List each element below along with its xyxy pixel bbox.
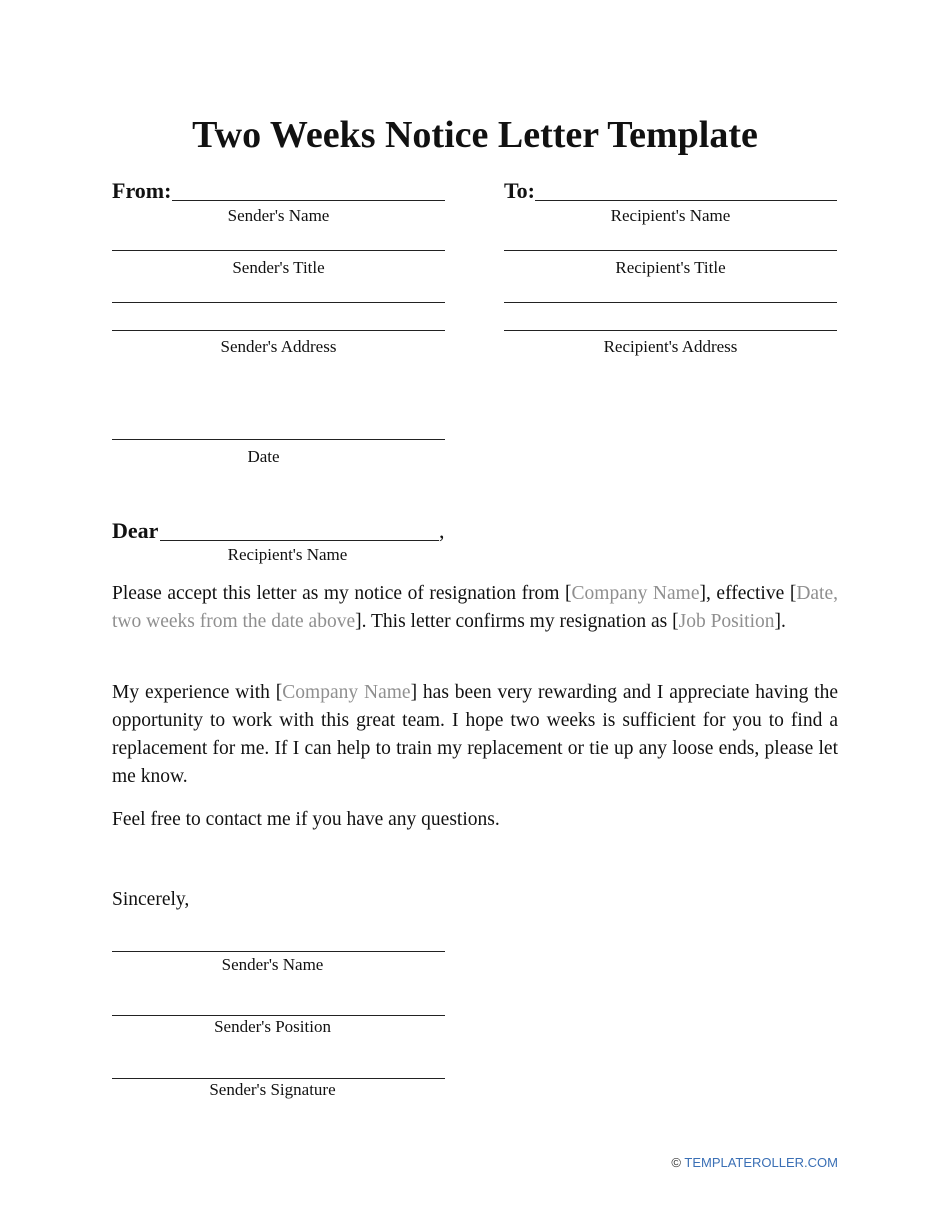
- recipient-title-caption: Recipient's Title: [615, 258, 726, 277]
- signature-name-field[interactable]: [112, 951, 445, 952]
- paragraph-contact: Feel free to contact me if you have any questions.: [112, 809, 500, 830]
- company-name-placeholder[interactable]: Company Name: [282, 682, 411, 703]
- date-field[interactable]: [112, 439, 445, 440]
- recipient-address-caption: Recipient's Address: [603, 337, 738, 356]
- to-label: To:: [504, 178, 535, 203]
- dear-label: Dear: [112, 518, 159, 543]
- recipient-name-caption: Recipient's Name: [610, 206, 731, 225]
- signature-caption: Sender's Signature: [209, 1080, 336, 1099]
- page-title: Two Weeks Notice Letter Template: [192, 114, 758, 156]
- closing: Sincerely,: [112, 889, 190, 910]
- signature-position-field[interactable]: [112, 1015, 445, 1016]
- sender-address-caption: Sender's Address: [220, 337, 337, 356]
- sender-name-field[interactable]: [172, 200, 445, 201]
- signature-position-caption: Sender's Position: [214, 1017, 331, 1036]
- job-position-placeholder[interactable]: Job Position: [678, 611, 775, 632]
- templateroller-link[interactable]: TEMPLATEROLLER.COM: [684, 1155, 838, 1170]
- date-caption: Date: [247, 447, 280, 466]
- salutation-caption: Recipient's Name: [227, 545, 348, 564]
- signature-field[interactable]: [112, 1078, 445, 1079]
- paragraph-experience: My experience with [Company Name] has been very rewarding and I appreciate having the opportunity to work with this great team. I hope two weeks is sufficient for you to find a replacement for me. If I can help to train my replacement or tie up any loose ends, please let me know.: [112, 682, 839, 787]
- sender-title-caption: Sender's Title: [232, 258, 325, 277]
- footer: [671, 1155, 838, 1170]
- recipient-title-field[interactable]: [504, 250, 837, 251]
- recipient-address-line-1[interactable]: [504, 302, 837, 303]
- sender-name-caption: Sender's Name: [227, 206, 330, 225]
- recipient-name-field[interactable]: [535, 200, 837, 201]
- salutation-name-field[interactable]: [160, 540, 439, 541]
- paragraph-resignation: Please accept this letter as my notice of resignation from [Company Name], effective [Date, two weeks from the date above]. This letter confirms my resignation as [Job Position].: [112, 583, 838, 632]
- copyright-symbol: ©: [671, 1155, 681, 1170]
- sender-title-field[interactable]: [112, 250, 445, 251]
- company-name-placeholder[interactable]: Company Name: [571, 583, 700, 604]
- date-placeholder[interactable]: Date, two weeks from the date above: [112, 583, 838, 632]
- sender-address-line-1[interactable]: [112, 302, 445, 303]
- from-label: From:: [112, 178, 172, 203]
- sender-address-line-2[interactable]: [112, 330, 445, 331]
- salutation-comma: ,: [439, 518, 445, 543]
- signature-name-caption: Sender's Name: [221, 955, 324, 974]
- recipient-address-line-2[interactable]: [504, 330, 837, 331]
